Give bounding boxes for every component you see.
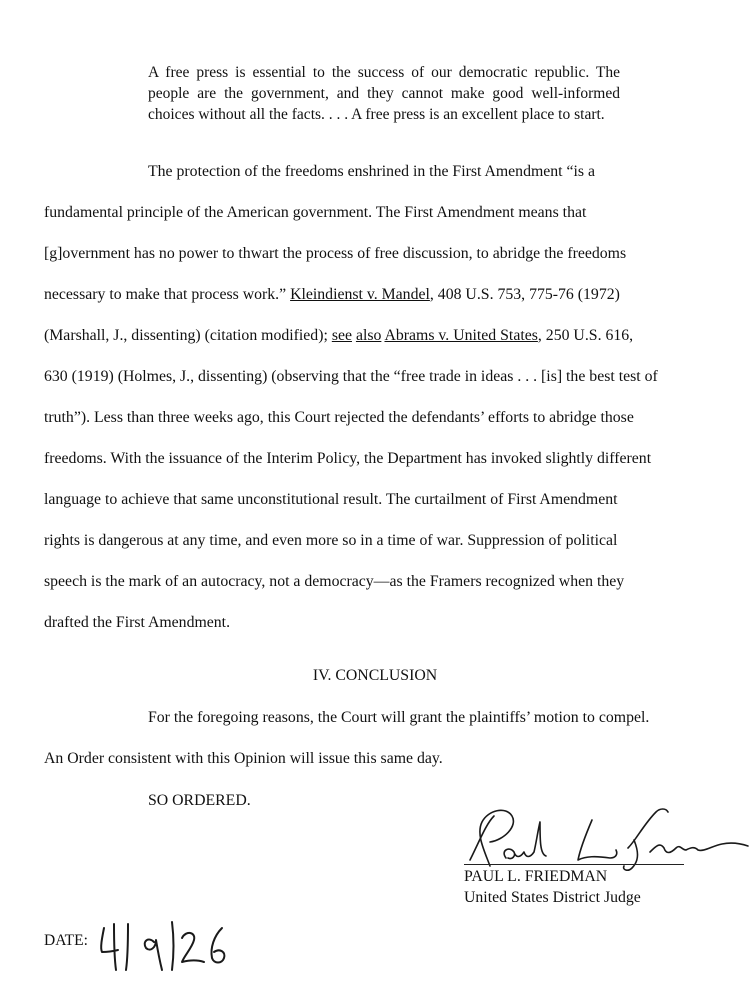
body-line	[44, 327, 633, 345]
body-line: fundamental principle of the American government. The First Amendment means that	[44, 204, 587, 221]
signal-see: see	[331, 327, 352, 344]
body-line: freedoms. With the issuance of the Interim Policy, the Department has invoked slightly different	[44, 450, 652, 467]
body-line: The protection of the freedoms enshrined in the First Amendment “is a	[148, 163, 596, 180]
body-line: truth”). Less than three weeks ago, this Court rejected the defendants’ efforts to abridge those	[44, 409, 634, 426]
section-heading: IV. CONCLUSION	[312, 667, 438, 684]
case-citation: Abrams v. United States	[384, 327, 538, 344]
signal-also: also	[355, 327, 382, 344]
body-line: rights is dangerous at any time, and even more so in a time of war. Suppression of political	[44, 532, 618, 549]
body-line	[44, 286, 620, 304]
case-citation: Kleindienst v. Mandel	[290, 286, 430, 303]
text-span: , 408 U.S. 753, 775-76 (1972)	[429, 286, 620, 303]
signature-line	[464, 864, 684, 865]
so-ordered: SO ORDERED.	[148, 792, 251, 809]
block-quote	[148, 62, 620, 125]
body-line: [g]overnment has no power to thwart the process of free discussion, to abridge the freedoms	[44, 245, 627, 262]
body-line: language to achieve that same unconstitutional result. The curtailment of First Amendment	[44, 491, 618, 508]
handwritten-date	[96, 916, 236, 976]
text-span: necessary to make that process work.”	[44, 286, 291, 303]
body-line: speech is the mark of an autocracy, not a democracy—as the Framers recognized when they	[44, 573, 625, 590]
judge-name: PAUL L. FRIEDMAN	[464, 868, 608, 885]
block-quote-text: A free press is essential to the success of our democratic republic. The people are the government, and they cannot make good well-informed choices without all the facts. . . . A free press is an excellent place to start.	[148, 64, 620, 123]
text-span: , 250 U.S. 616,	[537, 327, 634, 344]
body-line: An Order consistent with this Opinion will issue this same day.	[44, 750, 443, 767]
judge-title: United States District Judge	[464, 889, 641, 906]
body-line: 630 (1919) (Holmes, J., dissenting) (observing that the “free trade in ideas . . . [is] the best test of	[44, 368, 658, 385]
text-span: (Marshall, J., dissenting) (citation modified);	[44, 327, 332, 344]
body-line: drafted the First Amendment.	[44, 614, 231, 631]
date-label: DATE:	[44, 932, 88, 949]
body-line: For the foregoing reasons, the Court will grant the plaintiffs’ motion to compel.	[148, 709, 650, 726]
